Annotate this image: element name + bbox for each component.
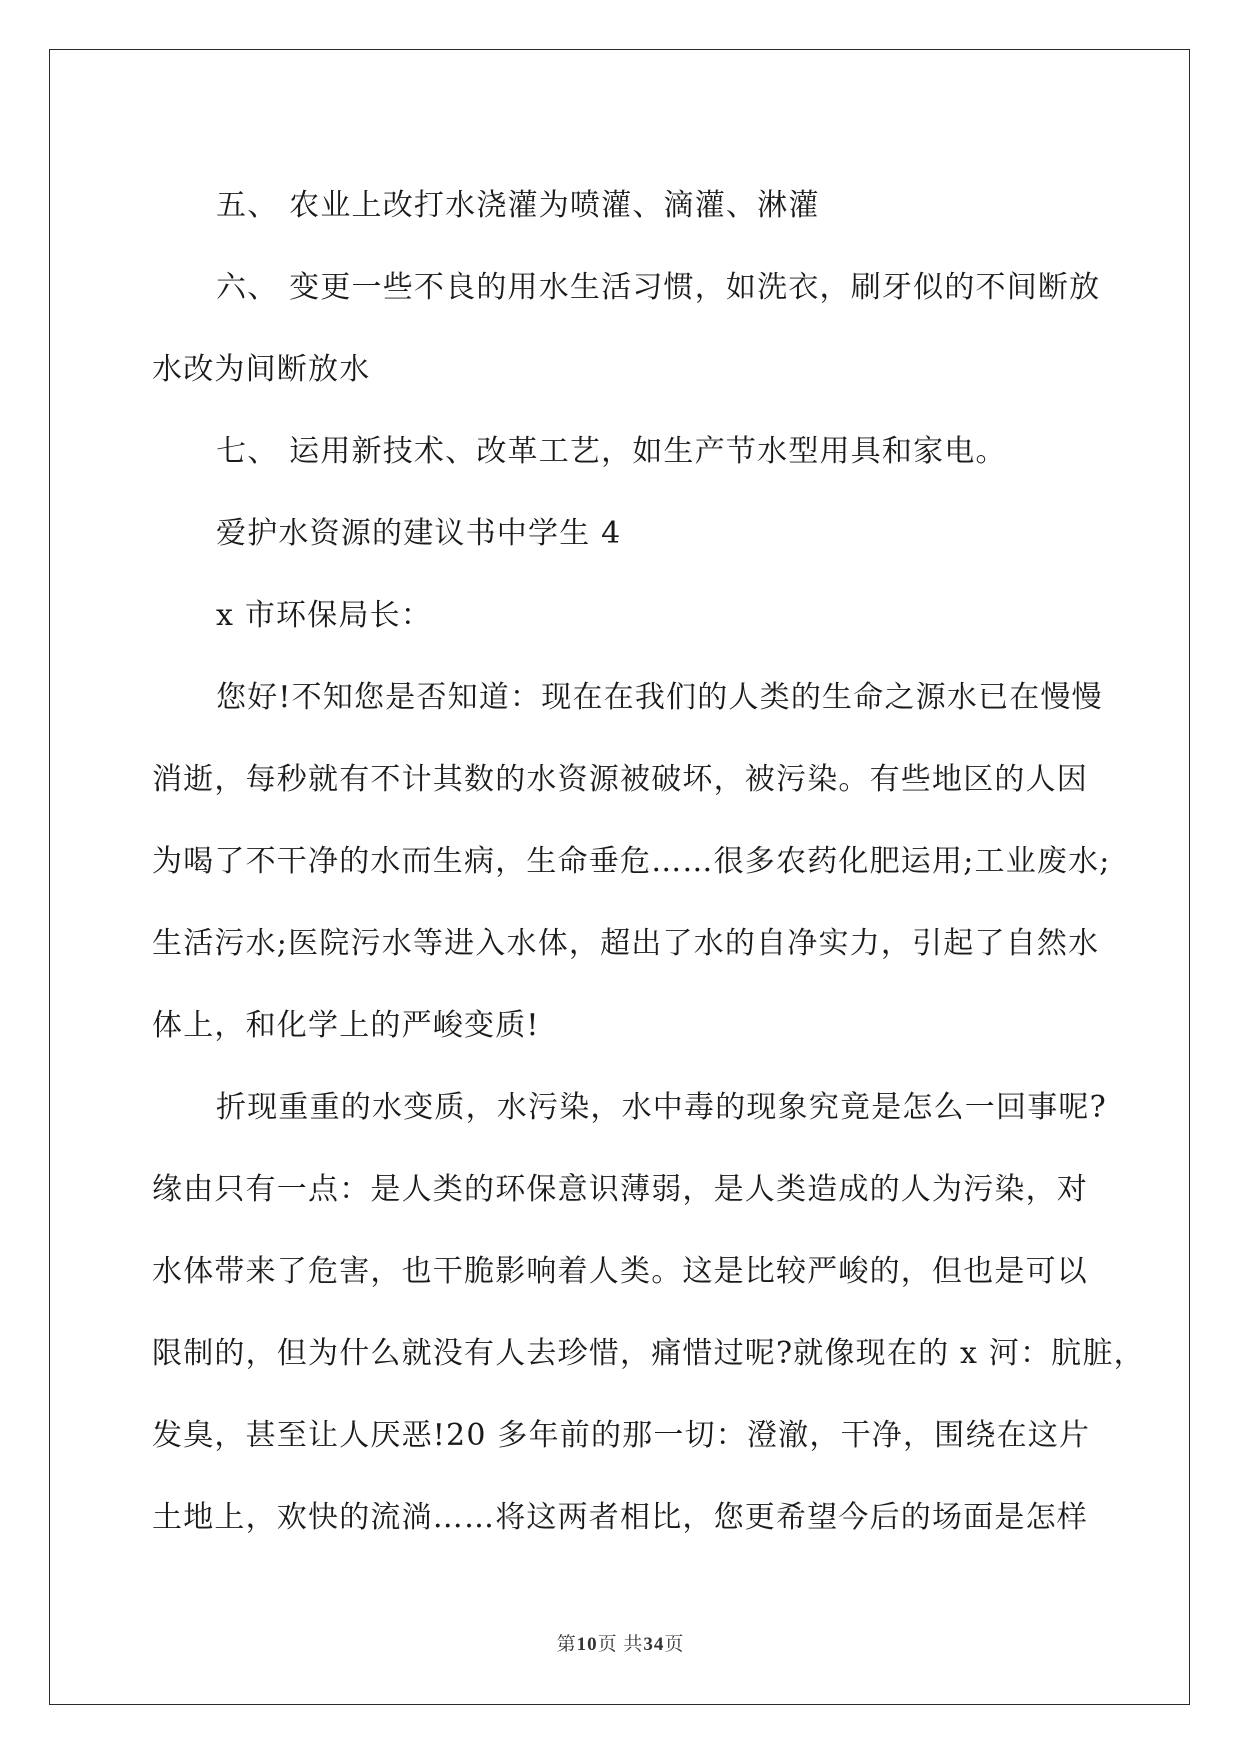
paragraph (152, 657, 1111, 1067)
text-line: 消逝，每秒就有不计其数的水资源被破坏，被污染。有些地区的人因 (152, 762, 1088, 797)
text-line: 七、 运用新技术、改革工艺，如生产节水型用具和家电。 (216, 434, 1007, 469)
text-line: 五、 农业上改打水浇灌为喷灌、滴灌、淋灌 (216, 188, 820, 223)
text-line: 体上，和化学上的严峻变质! (152, 1008, 540, 1043)
text-line: 缘由只有一点：是人类的环保意识薄弱，是人类造成的人为污染，对 (152, 1172, 1088, 1207)
text-line: 水改为间断放水 (152, 352, 371, 387)
text-line: 土地上，欢快的流淌……将这两者相比，您更希望今后的场面是怎样 (152, 1500, 1088, 1535)
text-line: 限制的，但为什么就没有人去珍惜，痛惜过呢?就像现在的 x 河：肮脏， (152, 1336, 1145, 1371)
paragraph (152, 493, 1090, 575)
footer-suffix: 页 (664, 1634, 685, 1655)
total-page-number: 34 (643, 1634, 665, 1655)
document-body (152, 165, 1145, 1559)
current-page-number: 10 (576, 1634, 598, 1655)
text-line: 为喝了不干净的水而生病，生命垂危……很多农药化肥运用;工业废水; (152, 844, 1111, 879)
text-line: 折现重重的水变质，水污染，水中毒的现象究竟是怎么一回事呢? (216, 1090, 1107, 1125)
paragraph (152, 411, 1090, 493)
text-line: 您好!不知您是否知道：现在在我们的人类的生命之源水已在慢慢 (216, 680, 1103, 715)
section-title: 爱护水资源的建议书中学生 4 (216, 516, 622, 551)
paragraph (152, 1067, 1145, 1559)
footer-prefix: 第 (556, 1634, 577, 1655)
text-line: 六、 变更一些不良的用水生活习惯，如洗衣，刷牙似的不间断放 (216, 270, 1101, 305)
footer-mid: 页 共 (597, 1634, 644, 1655)
text-line: 水体带来了危害，也干脆影响着人类。这是比较严峻的，但也是可以 (152, 1254, 1088, 1289)
salutation: x 市环保局长： (216, 598, 433, 633)
paragraph (152, 575, 1090, 657)
page-footer (0, 1629, 1241, 1656)
text-line: 生活污水;医院污水等进入水体，超出了水的自净实力，引起了自然水 (152, 926, 1100, 961)
paragraph (152, 247, 1101, 411)
paragraph (152, 165, 1090, 247)
text-line: 发臭，甚至让人厌恶!20 多年前的那一切：澄澈，干净，围绕在这片 (152, 1418, 1091, 1453)
